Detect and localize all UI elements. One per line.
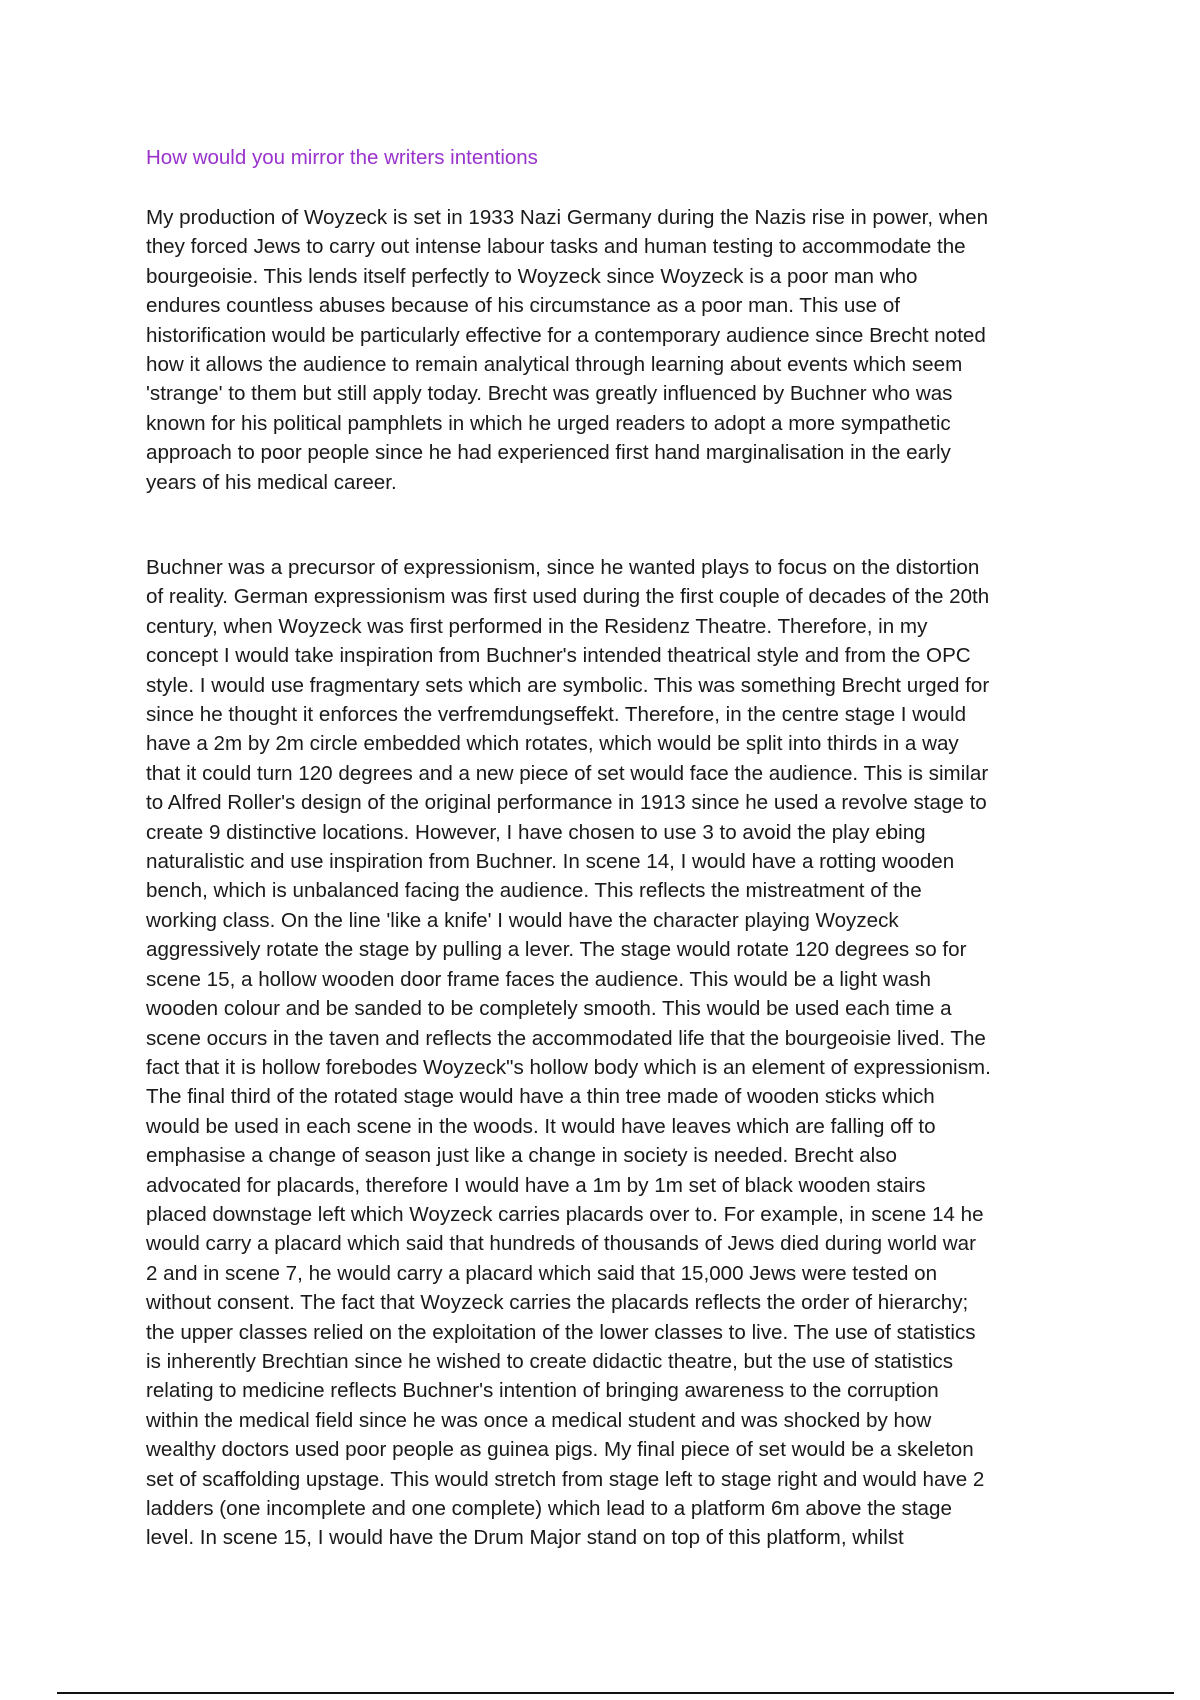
text-line: would carry a placard which said that hundreds of thousands of Jews died during world war xyxy=(146,1232,976,1256)
text-line: aggressively rotate the stage by pulling a lever. The stage would rotate 120 degrees so for xyxy=(146,938,967,962)
text-line: placed downstage left which Woyzeck carries placards over to. For example, in scene 14 he xyxy=(146,1202,984,1226)
footer-divider xyxy=(57,1692,1174,1694)
text-line: approach to poor people since he had experienced first hand marginalisation in the early xyxy=(146,441,951,465)
text-line: ladders (one incomplete and one complete) which lead to a platform 6m above the stage xyxy=(146,1497,952,1520)
text-line: would be used in each scene in the woods. It would have leaves which are falling off to xyxy=(146,1114,936,1138)
text-line: emphasise a change of season just like a change in society is needed. Brecht also xyxy=(146,1144,897,1168)
text-line: without consent. The fact that Woyzeck carries the placards reflects the order of hierarchy; xyxy=(146,1291,969,1315)
text-line: historification would be particularly effective for a contemporary audience since Brecht noted xyxy=(146,323,986,347)
text-line: how it allows the audience to remain analytical through learning about events which seem xyxy=(146,353,963,377)
text-line: scene occurs in the taven and reflects the accommodated life that the bourgeoisie lived. The xyxy=(146,1026,986,1050)
text-line: advocated for placards, therefore I would have a 1m by 1m set of black wooden stairs xyxy=(146,1173,926,1197)
text-line: The final third of the rotated stage would have a thin tree made of wooden sticks which xyxy=(146,1085,935,1109)
text-line: scene 15, a hollow wooden door frame faces the audience. This would be a light wash xyxy=(146,967,931,991)
text-line: Buchner was a precursor of expressionism, since he wanted plays to focus on the distortion xyxy=(146,556,980,579)
text-line: within the medical field since he was once a medical student and was shocked by how xyxy=(146,1408,932,1432)
text-line: known for his political pamphlets in which he urged readers to adopt a more sympathetic xyxy=(146,411,951,435)
text-line: set of scaffolding upstage. This would stretch from stage left to stage right and would have 2 xyxy=(146,1467,985,1491)
text-line: the upper classes relied on the exploitation of the lower classes to live. The use of statistics xyxy=(146,1320,976,1344)
section-heading: How would you mirror the writers intentions xyxy=(146,146,538,169)
text-line: relating to medicine reflects Buchner's intention of bringing awareness to the corruption xyxy=(146,1379,939,1403)
text-line: wealthy doctors used poor people as guinea pigs. My final piece of set would be a skeleton xyxy=(146,1438,974,1462)
text-line: style. I would use fragmentary sets which are symbolic. This was something Brecht urged for xyxy=(146,673,990,697)
text-line: level. In scene 15, I would have the Drum Major stand on top of this platform, whilst xyxy=(146,1526,904,1550)
text-line: century, when Woyzeck was first performed in the Residenz Theatre. Therefore, in my xyxy=(146,614,928,638)
text-line: fact that it is hollow forebodes Woyzeck"s hollow body which is an element of expressionism. xyxy=(146,1055,991,1079)
text-line: they forced Jews to carry out intense labour tasks and human testing to accommodate the xyxy=(146,235,966,259)
text-line: 'strange' to them but still apply today. Brecht was greatly influenced by Buchner who was xyxy=(146,382,953,406)
text-line: My production of Woyzeck is set in 1933 Nazi Germany during the Nazis rise in power, when xyxy=(146,206,989,229)
text-line: wooden colour and be sanded to be completely smooth. This would be used each time a xyxy=(146,997,952,1021)
text-line: that it could turn 120 degrees and a new piece of set would face the audience. This is similar xyxy=(146,761,989,785)
paragraph-historification xyxy=(146,203,988,497)
text-line: have a 2m by 2m circle embedded which rotates, which would be split into thirds in a way xyxy=(146,732,959,756)
text-line: endures countless abuses because of his circumstance as a poor man. This use of xyxy=(146,294,900,318)
text-line: bench, which is unbalanced facing the audience. This reflects the mistreatment of the xyxy=(146,879,922,903)
text-line: naturalistic and use inspiration from Buchner. In scene 14, I would have a rotting wooden xyxy=(146,850,955,874)
paragraph-set-design xyxy=(146,553,991,1553)
text-line: 2 and in scene 7, he would carry a placard which said that 15,000 Jews were tested on xyxy=(146,1261,938,1285)
text-line: concept I would take inspiration from Buchner's intended theatrical style and from the OPC xyxy=(146,644,971,668)
text-line: bourgeoisie. This lends itself perfectly to Woyzeck since Woyzeck is a poor man who xyxy=(146,264,918,288)
text-line: create 9 distinctive locations. However, I have chosen to use 3 to avoid the play ebing xyxy=(146,820,926,844)
text-line: working class. On the line 'like a knife' I would have the character playing Woyzeck xyxy=(146,908,899,932)
text-line: is inherently Brechtian since he wished to create didactic theatre, but the use of statistics xyxy=(146,1349,954,1373)
text-line: years of his medical career. xyxy=(146,470,397,494)
text-line: since he thought it enforces the verfremdungseffekt. Therefore, in the centre stage I would xyxy=(146,703,967,727)
text-line: to Alfred Roller's design of the original performance in 1913 since he used a revolve stage to xyxy=(146,791,987,815)
text-line: of reality. German expressionism was first used during the first couple of decades of the 20th xyxy=(146,585,990,609)
